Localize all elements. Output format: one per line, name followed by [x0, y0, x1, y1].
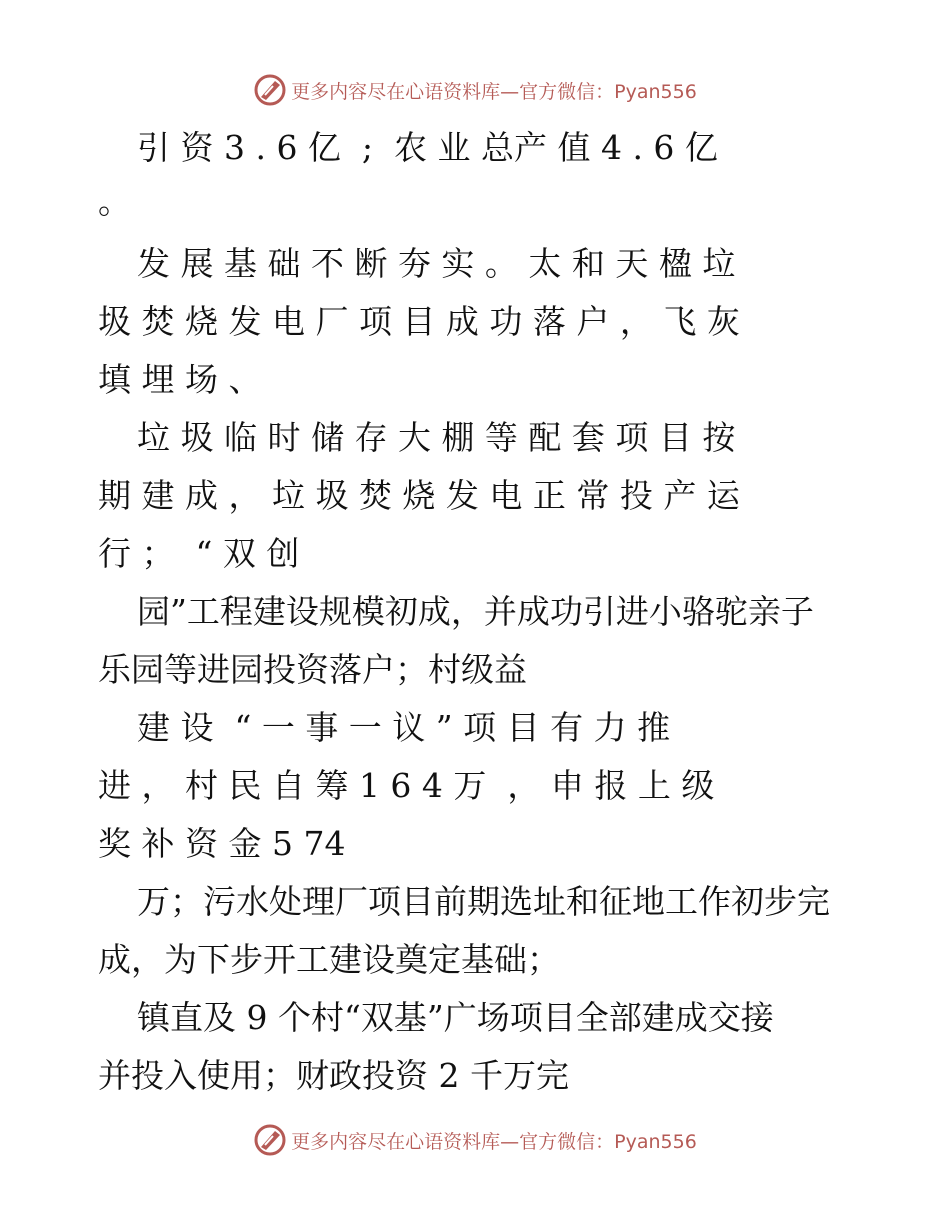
text-line: 园”工程建设规模初成，并成功引进小骆驼亲子: [137, 592, 814, 631]
text-line: 引 资 3 . 6 亿 ; 农 业 总产 值 4 . 6 亿: [137, 128, 718, 167]
text-line: 期 建 成 ， 垃 圾 焚 烧 发 电 正 常 投 产 运: [98, 476, 740, 515]
header-watermark: [0, 70, 950, 110]
text-line: 。: [98, 182, 131, 221]
text-line: 镇直及 9 个村“双基”广场项目全部建成交接: [137, 998, 774, 1037]
text-line: 发 展 基 础 不 断 夯 实 。 太 和 天 楹 垃: [137, 244, 736, 283]
text-line: 圾 焚 烧 发 电 厂 项 目 成 功 落 户 ， 飞 灰: [98, 302, 740, 341]
text-line: 乐园等进园投资落户；村级益: [98, 650, 527, 689]
pen-seal-icon: [253, 1123, 287, 1157]
text-line: 建 设 “ 一 事 一 议 ” 项 目 有 力 推: [137, 708, 671, 747]
text-line: 行 ； “ 双 创: [98, 534, 300, 573]
pen-seal-icon: [253, 73, 287, 107]
text-line: 垃 圾 临 时 储 存 大 棚 等 配 套 项 目 按: [137, 418, 736, 457]
text-line: 进 ， 村 民 自 筹 1 6 4 万 ， 申 报 上 级: [98, 766, 715, 805]
text-line: 万；污水处理厂项目前期选址和征地工作初步完: [137, 882, 830, 921]
text-line: 成，为下步开工建设奠定基础；: [98, 940, 560, 979]
text-line: 奖 补 资 金 5 74: [98, 824, 346, 863]
footer-watermark: [0, 1120, 950, 1160]
text-line: 填 埋 场 、: [98, 360, 262, 399]
watermark-text: 更多内容尽在心语资料库—官方微信：Pyan556: [291, 1130, 697, 1153]
watermark-text: 更多内容尽在心语资料库—官方微信：Pyan556: [291, 80, 697, 103]
text-line: 并投入使用；财政投资 2 千万完: [98, 1056, 569, 1095]
